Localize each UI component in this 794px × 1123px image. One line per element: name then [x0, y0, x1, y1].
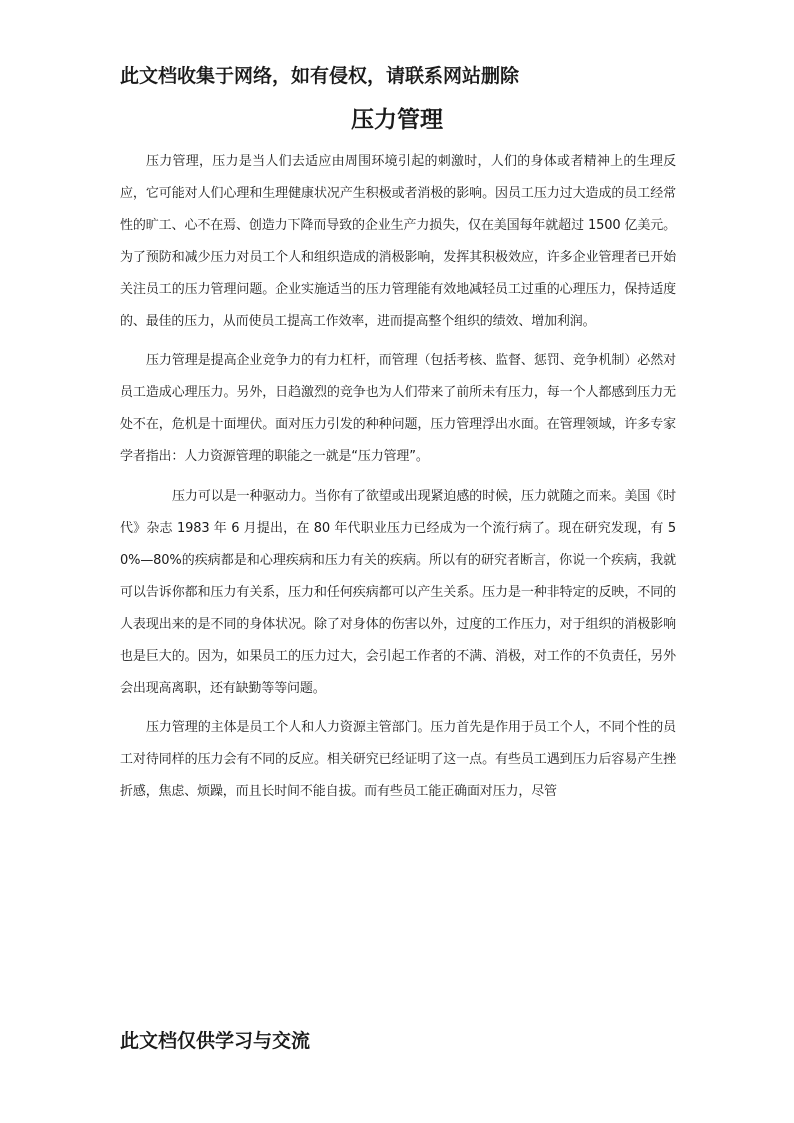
footer-notice: 此文档仅供学习与交流: [120, 1030, 311, 1052]
document-title: 压力管理: [351, 107, 443, 133]
paragraph-2: 压力管理是提高企业竞争力的有力杠杆，而管理（包括考核、监督、惩罚、竞争机制）必然对员工造成心理压力。另外，日趋激烈的竞争也为人们带来了前所未有压力，每一个人都感到压力无处不在，危机是十面埋伏。面对压力引发的种种问题，压力管理浮出水面。在管理领域，许多专家学者指出：人力资源管理的职能之一就是“压力管理”。: [120, 353, 676, 465]
paragraph-3: 压力可以是一种驱动力。当你有了欲望或出现紧迫感的时候，压力就随之而来。美国《时代》杂志 1983 年 6 月提出，在 80 年代职业压力已经成为一个流行病了。现在研究发现，有 50%—80%的疾病都是和心理疾病和压力有关的疾病。所以有的研究者断言，你说一个疾病，我就可以告诉你都和压力有关系，压力和任何疾病都可以产生关系。压力是一种非特定的反映，不同的人表现出来的是不同的身体状况。除了对身体的伤害以外，过度的工作压力，对于组织的消极影响也是巨大的。因为，如果员工的压力过大，会引起工作者的不满、消极，对工作的不负责任，另外会出现高离职，还有缺勤等等问题。: [120, 489, 676, 696]
header-notice: 此文档收集于网络，如有侵权，请联系网站删除: [120, 65, 520, 87]
document-body: [120, 146, 676, 808]
paragraph-4: 压力管理的主体是员工个人和人力资源主管部门。压力首先是作用于员工个人，不同个性的员工对待同样的压力会有不同的反应。相关研究已经证明了这一点。有些员工遇到压力后容易产生挫折感，焦虑、烦躁，而且长时间不能自拔。而有些员工能正确面对压力，尽管: [120, 720, 676, 800]
paragraph-1: 压力管理，压力是当人们去适应由周围环境引起的刺激时，人们的身体或者精神上的生理反应，它可能对人们心理和生理健康状况产生积极或者消极的影响。因员工压力过大造成的员工经常性的旷工、心不在焉、创造力下降而导致的企业生产力损失，仅在美国每年就超过 1500 亿美元。为了预防和减少压力对员工个人和组织造成的消极影响，发挥其积极效应，许多企业管理者已开始关注员工的压力管理问题。企业实施适当的压力管理能有效地减轻员工过重的心理压力，保持适度的、最佳的压力，从而使员工提高工作效率，进而提高整个组织的绩效、增加利润。: [120, 154, 676, 329]
